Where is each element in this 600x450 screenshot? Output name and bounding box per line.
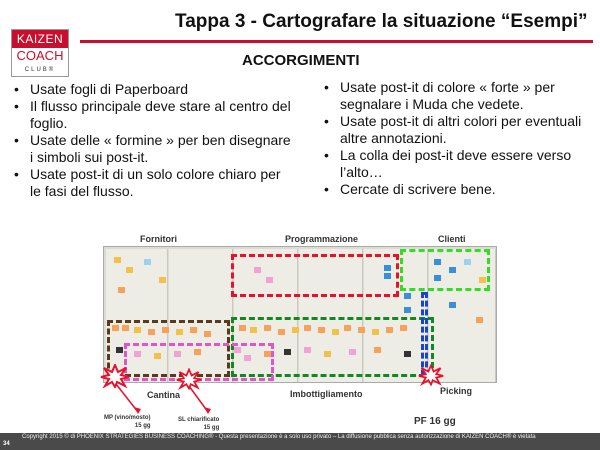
bullet-item: • Usate post-it di un solo colore chiaro per le fasi del flusso. xyxy=(10,166,295,200)
title-divider xyxy=(80,40,593,43)
bullet-item: • Usate delle « formine » per ben disegnare i simboli sui post-it. xyxy=(10,132,295,166)
note-sl-line1: SL chiarificato xyxy=(178,417,220,423)
post-it xyxy=(118,287,125,293)
label-cantina: Cantina xyxy=(147,390,181,400)
zone-programmazione xyxy=(231,254,399,297)
post-it xyxy=(476,317,483,323)
logo-line-3: CLUB® xyxy=(24,67,56,73)
slide-title: Tappa 3 - Cartografare la situazione “Esempi” xyxy=(175,11,588,32)
bullet-item: • Usate post-it di colore « forte » per segnalare i Muda che vedete. xyxy=(320,79,590,113)
label-fornitori: Fornitori xyxy=(140,234,177,244)
post-it xyxy=(114,257,121,263)
arrow-head xyxy=(204,407,211,414)
post-it xyxy=(404,307,411,313)
bullet-item: • Il flusso principale deve stare al centro del foglio. xyxy=(10,98,295,132)
note-mp-line2: 15 gg xyxy=(134,423,151,429)
note-mp-line1: MP (vino/mosto) xyxy=(104,415,151,421)
note-pf: PF 16 gg xyxy=(414,416,456,427)
post-it xyxy=(159,277,166,283)
bullet-item: • La colla dei post-it deve essere verso l’alto… xyxy=(320,147,590,181)
logo-line-1: KAIZEN xyxy=(12,30,68,48)
label-programmazione: Programmazione xyxy=(285,234,359,244)
page-number: 34 xyxy=(3,441,10,447)
right-bullet-list xyxy=(320,79,590,198)
note-sl xyxy=(178,416,219,432)
post-it xyxy=(126,267,133,273)
logo-line-2: COACH xyxy=(16,48,64,63)
bullet-item: • Cercate di scrivere bene. xyxy=(320,181,590,198)
bullet-item: • Usate fogli di Paperboard xyxy=(10,81,295,98)
post-it xyxy=(449,302,456,308)
value-stream-map-photo xyxy=(103,246,497,383)
label-picking: Picking xyxy=(440,386,473,396)
section-heading: ACCORGIMENTI xyxy=(242,52,360,69)
zone-clienti xyxy=(400,249,490,291)
label-clienti: Clienti xyxy=(438,234,466,244)
arrow-head xyxy=(134,407,141,414)
bullet-item: • Usate post-it di altri colori per eventuali altre annotazioni. xyxy=(320,113,590,147)
post-it xyxy=(404,293,411,299)
left-bullet-list xyxy=(10,81,295,200)
copyright-text: Copyright 2015 © di PHOENIX STRATEGIES BUSINESS COACHING® - Questa presentazione è a solo uso privato – La diffusione pubblica senza autorizzazione di KAIZEN COACH® è vietata xyxy=(22,434,536,440)
kaizen-coach-logo xyxy=(11,29,69,77)
note-sl-line2: 15 gg xyxy=(203,425,220,431)
footer-bar xyxy=(0,433,600,450)
muda-burst-icon xyxy=(418,364,444,386)
note-mp xyxy=(104,414,151,430)
label-imbottigliamento: Imbottigliamento xyxy=(290,389,363,399)
post-it xyxy=(144,259,151,265)
